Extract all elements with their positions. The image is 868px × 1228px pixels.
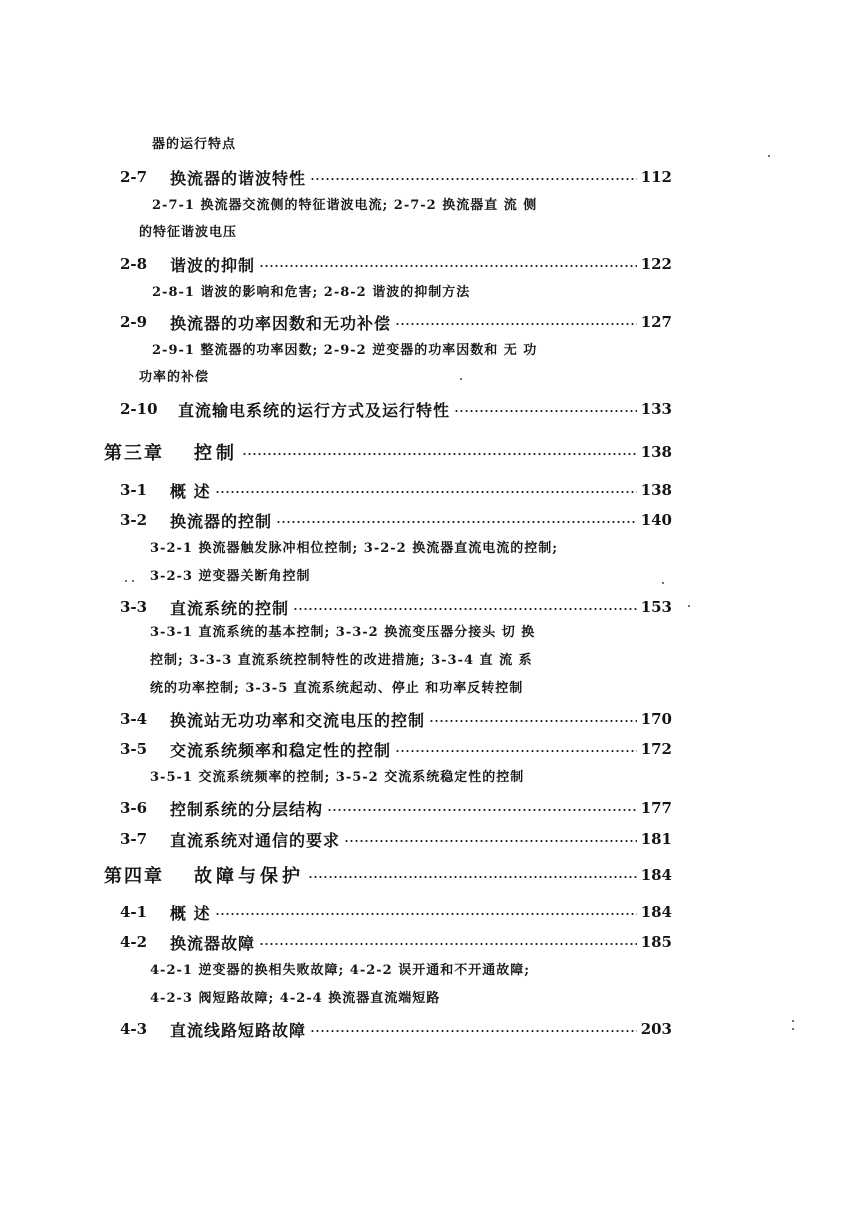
page-number: 138: [640, 443, 672, 461]
dot-leader: [344, 840, 637, 842]
toc-subsections-3-3-line3: 统的功率控制; 3-3-5 直流系统起动、停止 和功率反转控制: [150, 681, 524, 696]
section-title: 直流系统对通信的要求: [170, 830, 341, 850]
toc-entry-2-10[interactable]: [120, 399, 672, 419]
page-number: 133: [640, 400, 672, 418]
dot-leader: [259, 265, 637, 267]
toc-entry-3-6[interactable]: [120, 798, 672, 818]
section-title: 控制系统的分层结构: [170, 799, 324, 819]
page-number: 112: [640, 168, 672, 186]
section-number: 3-2: [120, 511, 148, 529]
section-number: 3-4: [120, 710, 148, 728]
toc-subsections-2-7-line2: 的特征谐波电压: [139, 225, 238, 240]
chapter-number: 第四章: [104, 866, 164, 887]
toc-subsections-2-7-line1: 2-7-1 换流器交流侧的特征谐波电流; 2-7-2 换流器直 流 侧: [152, 198, 538, 213]
section-number: 3-3: [120, 598, 148, 616]
page-number: 170: [640, 710, 672, 728]
dot-leader: [454, 410, 637, 412]
scan-speck: [792, 1020, 794, 1022]
section-number: 4-1: [120, 903, 148, 921]
dot-leader: [310, 1030, 637, 1032]
toc-subsections-3-2-line2: 3-2-3 逆变器关断角控制: [150, 569, 311, 584]
section-title: 交流系统频率和稳定性的控制: [170, 740, 392, 760]
toc-subsections-3-2-line1: 3-2-1 换流器触发脉冲相位控制; 3-2-2 换流器直流电流的控制;: [150, 541, 559, 556]
toc-subsections-4-2-line1: 4-2-1 逆变器的换相失败故障; 4-2-2 误开通和不开通故障;: [150, 963, 531, 978]
section-title: 直流系统的控制: [170, 598, 290, 618]
dot-leader: [215, 913, 637, 915]
page-number: 203: [640, 1020, 672, 1038]
page-number: 138: [640, 481, 672, 499]
dot-leader: [308, 876, 637, 878]
page-number: 122: [640, 255, 672, 273]
section-number: 3-7: [120, 830, 148, 848]
dot-leader: [310, 178, 637, 180]
toc-subsections-2-9-line2: 功率的补偿: [139, 370, 210, 385]
chapter-title: 控制: [194, 443, 238, 464]
section-title: 换流器的谐波特性: [170, 168, 307, 188]
toc-subsections-3-5-line1: 3-5-1 交流系统频率的控制; 3-5-2 交流系统稳定性的控制: [150, 770, 525, 785]
dot-leader: [395, 750, 637, 752]
section-number: 2-9: [120, 313, 148, 331]
toc-subsections-3-3-line1: 3-3-1 直流系统的基本控制; 3-3-2 换流变压器分接头 切 换: [150, 625, 536, 640]
dot-leader: [429, 720, 637, 722]
scan-speck: [662, 582, 664, 584]
section-number: 3-1: [120, 481, 148, 499]
dot-leader: [259, 943, 637, 945]
dot-leader: [327, 809, 637, 811]
chapter-number: 第三章: [104, 443, 164, 464]
toc-entry-3-7[interactable]: [120, 829, 672, 849]
page-number: 185: [640, 933, 672, 951]
scan-speck: [132, 580, 134, 582]
dot-leader: [276, 521, 637, 523]
section-title: 概 述: [170, 481, 211, 501]
toc-entry-4-3[interactable]: [120, 1019, 672, 1039]
toc-subsections-2-9-line1: 2-9-1 整流器的功率因数; 2-9-2 逆变器的功率因数和 无 功: [152, 343, 538, 358]
section-number: 3-6: [120, 799, 148, 817]
dot-leader: [395, 323, 637, 325]
toc-entry-2-9[interactable]: [120, 312, 672, 332]
section-number: 2-7: [120, 168, 148, 186]
page-number: 177: [640, 799, 672, 817]
scan-speck: [460, 378, 462, 380]
scan-speck: [125, 580, 127, 582]
section-title: 换流器的功率因数和无功补偿: [170, 313, 392, 333]
section-title: 换流器故障: [170, 933, 256, 953]
page-number: 127: [640, 313, 672, 331]
toc-entry-4-2[interactable]: [120, 932, 672, 952]
section-number: 4-3: [120, 1020, 148, 1038]
dot-leader: [242, 453, 637, 455]
chapter-title: 故障与保护: [194, 866, 304, 887]
section-title: 谐波的抑制: [170, 255, 256, 275]
toc-chapter-3[interactable]: [104, 440, 672, 464]
page-number: 184: [640, 903, 672, 921]
toc-subsections-3-3-line2: 控制; 3-3-3 直流系统控制特性的改进措施; 3-3-4 直 流 系: [150, 653, 533, 668]
dot-leader: [215, 491, 637, 493]
section-title: 直流线路短路故障: [170, 1020, 307, 1040]
toc-entry-3-5[interactable]: [120, 739, 672, 759]
page-number: 184: [640, 866, 672, 884]
toc-entry-4-1[interactable]: [120, 902, 672, 922]
section-number: 2-8: [120, 255, 148, 273]
toc-continuation-text: 器的运行特点: [152, 137, 237, 152]
section-title: 换流器的控制: [170, 511, 273, 531]
page-number: 181: [640, 830, 672, 848]
page-number: 172: [640, 740, 672, 758]
toc-chapter-4[interactable]: [104, 863, 672, 887]
scan-speck: [792, 1028, 794, 1030]
section-number: 2-10: [120, 400, 158, 418]
scan-speck: [768, 155, 770, 157]
toc-entry-3-2[interactable]: [120, 510, 672, 530]
section-title: 换流站无功功率和交流电压的控制: [170, 710, 426, 730]
section-number: 4-2: [120, 933, 148, 951]
toc-subsections-2-8-line1: 2-8-1 谐波的影响和危害; 2-8-2 谐波的抑制方法: [152, 285, 471, 300]
dot-leader: [293, 608, 637, 610]
scan-speck: [688, 605, 690, 607]
section-title: 直流输电系统的运行方式及运行特性: [178, 400, 451, 420]
toc-entry-3-4[interactable]: [120, 709, 672, 729]
toc-subsections-4-2-line2: 4-2-3 阀短路故障; 4-2-4 换流器直流端短路: [150, 991, 441, 1006]
page-number: 153: [640, 598, 672, 616]
section-number: 3-5: [120, 740, 148, 758]
toc-entry-2-7[interactable]: [120, 167, 672, 187]
toc-entry-2-8[interactable]: [120, 254, 672, 274]
page-number: 140: [640, 511, 672, 529]
toc-entry-3-1[interactable]: [120, 480, 672, 500]
toc-entry-3-3[interactable]: [120, 597, 672, 617]
section-title: 概 述: [170, 903, 211, 923]
